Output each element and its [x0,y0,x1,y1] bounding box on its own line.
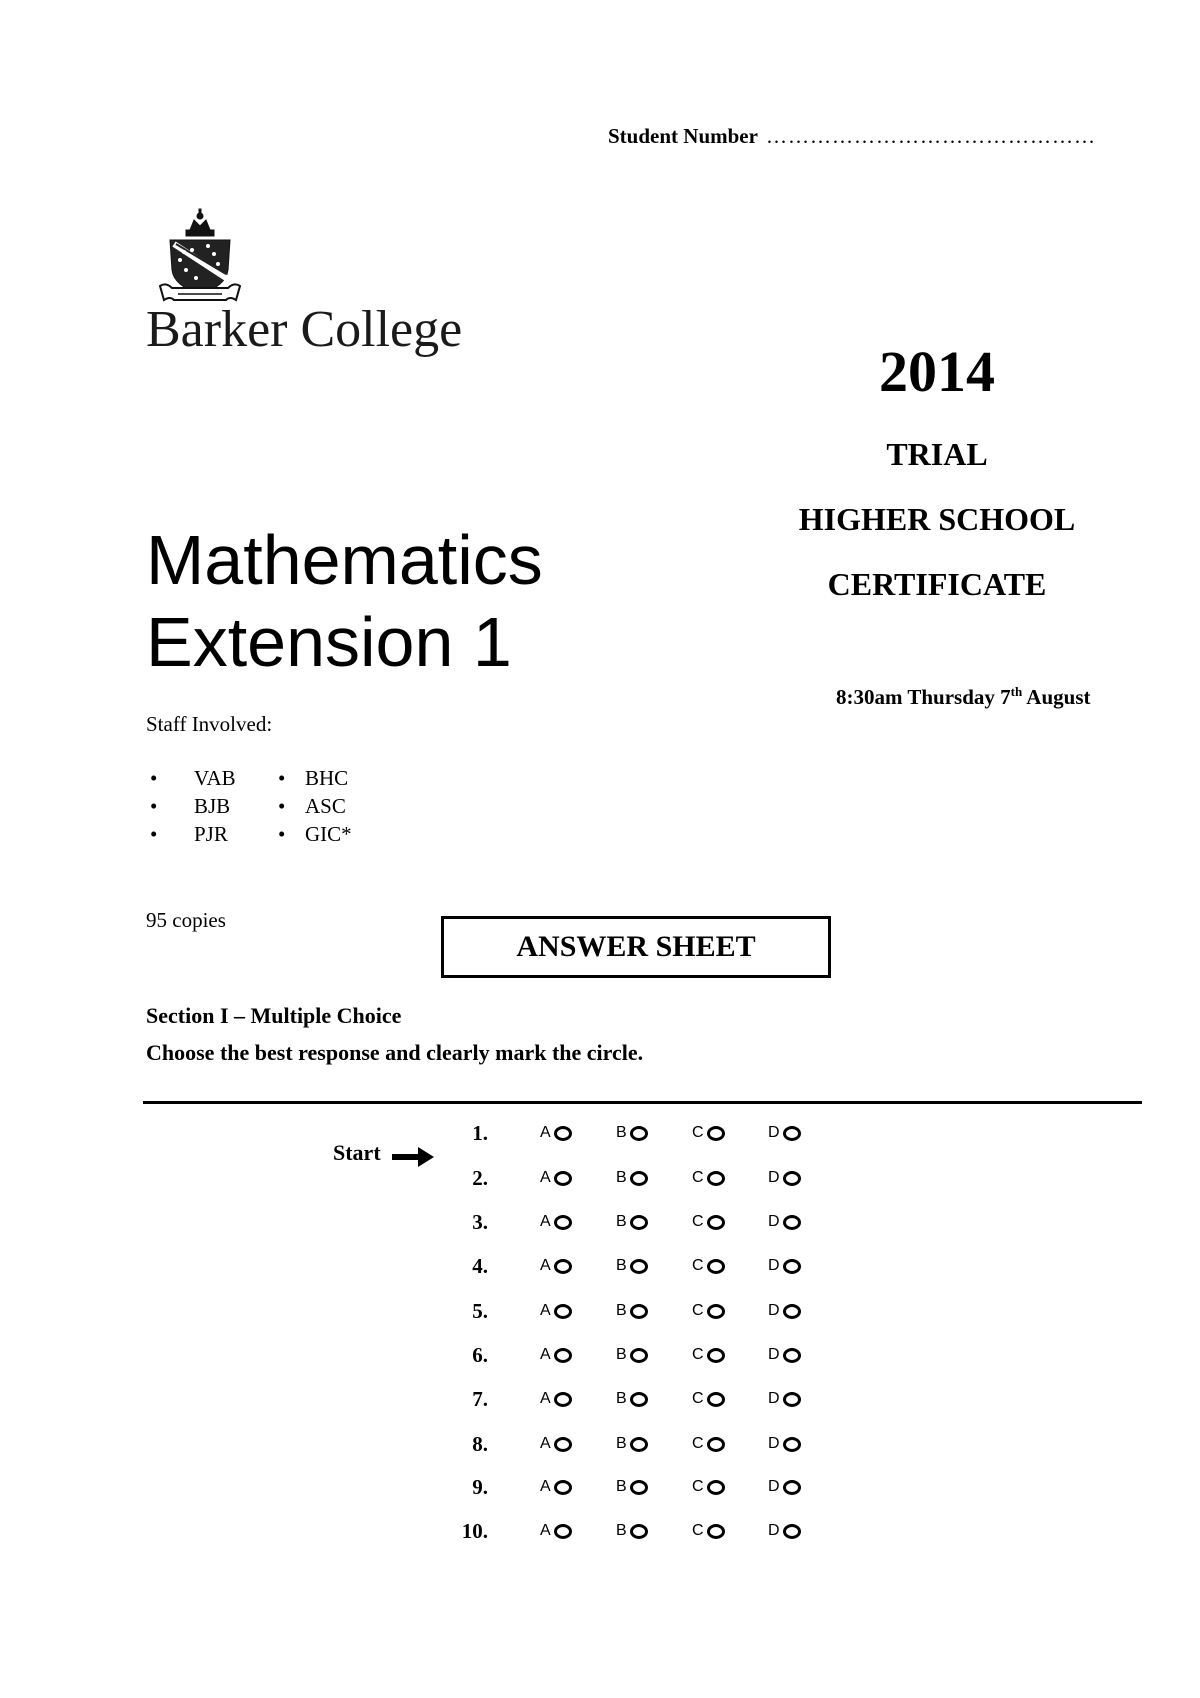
answer-bubble-icon[interactable] [554,1348,572,1363]
exam-time-suffix: th [1010,684,1023,699]
answer-option[interactable] [692,1346,768,1364]
question-number: 7. [472,1386,488,1411]
answer-option[interactable] [768,1390,844,1408]
answer-option[interactable] [616,1213,692,1231]
question-row [440,1251,844,1281]
option-letter: C [692,1478,704,1495]
answer-option[interactable] [616,1302,692,1320]
answer-bubble-icon[interactable] [783,1480,801,1495]
answer-option[interactable] [540,1435,616,1453]
answer-option[interactable] [540,1390,616,1408]
answer-option[interactable] [692,1522,768,1540]
college-name: Barker College [146,301,463,358]
option-letter: D [768,1478,780,1495]
answer-bubble-icon[interactable] [707,1259,725,1274]
answer-option[interactable] [768,1257,844,1275]
subject-title-line2: Extension 1 [146,603,512,681]
school-crest-icon [156,208,244,308]
option-letter: D [768,1522,780,1539]
question-number: 1. [472,1120,488,1145]
answer-option[interactable] [616,1169,692,1187]
answer-bubble-icon[interactable] [630,1304,648,1319]
staff-item [278,766,348,791]
copies-count: 95 copies [146,908,226,932]
staff-initials: BHC [305,766,349,790]
answer-option[interactable] [616,1257,692,1275]
question-number: 4. [472,1253,488,1278]
question-number: 5. [472,1298,488,1323]
answer-bubble-icon[interactable] [554,1480,572,1495]
exam-time-main: 8:30am Thursday 7 [836,685,1011,709]
staff-initials: VAB [194,766,236,790]
option-letter: C [692,1435,704,1452]
question-number: 10. [461,1518,488,1543]
question-row [440,1163,844,1193]
section-title: Section I – Multiple Choice [146,1003,402,1028]
question-row [440,1516,844,1546]
subject-title-line1: Mathematics [146,521,543,599]
question-row [440,1429,844,1459]
answer-option[interactable] [768,1346,844,1364]
option-letter: B [616,1124,627,1141]
answer-option[interactable] [540,1302,616,1320]
option-letter: C [692,1302,704,1319]
exam-year: 2014 [879,339,995,404]
answer-option[interactable] [540,1346,616,1364]
question-number: 2. [472,1165,488,1190]
option-letter: A [540,1522,551,1539]
answer-bubble-icon[interactable] [554,1392,572,1407]
answer-option[interactable] [616,1435,692,1453]
option-letter: C [692,1390,704,1407]
option-letter: D [768,1213,780,1230]
answer-bubble-icon[interactable] [554,1524,572,1539]
answer-option[interactable] [616,1346,692,1364]
answer-option[interactable] [768,1302,844,1320]
option-letter: C [692,1124,704,1141]
question-number: 3. [472,1209,488,1234]
answer-bubble-icon[interactable] [630,1259,648,1274]
staff-initials: ASC [305,794,346,818]
option-letter: D [768,1124,780,1141]
option-letter: A [540,1169,551,1186]
answer-bubble-icon[interactable] [707,1480,725,1495]
staff-initials: BJB [194,794,231,818]
answer-option[interactable] [768,1124,844,1142]
exam-type-trial: TRIAL [886,436,988,472]
answer-option[interactable] [540,1213,616,1231]
answer-bubble-icon[interactable] [783,1126,801,1141]
answer-bubble-icon[interactable] [630,1480,648,1495]
option-letter: D [768,1169,780,1186]
answer-option[interactable] [616,1522,692,1540]
student-number-blank[interactable]: ……………………………………… [765,124,1096,148]
staff-item [150,822,228,847]
answer-bubble-icon[interactable] [783,1215,801,1230]
option-letter: D [768,1435,780,1452]
answer-bubble-icon[interactable] [630,1215,648,1230]
bullet-icon: • [278,822,286,846]
answer-option[interactable] [768,1435,844,1453]
answer-bubble-icon[interactable] [783,1392,801,1407]
staff-item [278,794,346,819]
answer-bubble-icon[interactable] [707,1437,725,1452]
option-letter: B [616,1478,627,1495]
divider [143,1101,1142,1104]
option-letter: A [540,1478,551,1495]
answer-bubble-icon[interactable] [630,1392,648,1407]
exam-time-month: August [1022,685,1091,709]
answer-bubble-icon[interactable] [707,1215,725,1230]
answer-bubble-icon[interactable] [707,1392,725,1407]
answer-bubble-icon[interactable] [630,1524,648,1539]
answer-option[interactable] [540,1478,616,1496]
option-letter: A [540,1213,551,1230]
student-number-field[interactable] [608,124,1096,149]
option-letter: B [616,1302,627,1319]
answer-bubble-icon[interactable] [707,1304,725,1319]
bullet-icon: • [278,794,286,818]
bullet-icon: • [150,794,158,818]
answer-bubble-icon[interactable] [707,1524,725,1539]
answer-option[interactable] [540,1522,616,1540]
question-row [440,1296,844,1326]
exam-type-certificate: CERTIFICATE [827,566,1047,602]
option-letter: D [768,1390,780,1407]
answer-bubble-icon[interactable] [707,1348,725,1363]
option-letter: A [540,1435,551,1452]
student-number-label: Student Number [608,124,758,148]
answer-option[interactable] [768,1478,844,1496]
answer-option[interactable] [692,1390,768,1408]
answer-bubble-icon[interactable] [783,1437,801,1452]
option-letter: A [540,1302,551,1319]
answer-bubble-icon[interactable] [783,1259,801,1274]
staff-label: Staff Involved: [146,712,273,736]
answer-option[interactable] [692,1478,768,1496]
answer-option[interactable] [768,1522,844,1540]
answer-bubble-icon[interactable] [783,1348,801,1363]
answer-option[interactable] [692,1213,768,1231]
exam-datetime [836,684,1091,710]
section-instructions: Choose the best response and clearly mark the circle. [146,1040,644,1065]
question-row [440,1118,844,1148]
staff-item [278,822,352,847]
answer-option[interactable] [768,1213,844,1231]
answer-option[interactable] [540,1124,616,1142]
answer-option[interactable] [616,1124,692,1142]
answer-bubble-icon[interactable] [630,1437,648,1452]
answer-bubble-icon[interactable] [630,1126,648,1141]
option-letter: A [540,1124,551,1141]
answer-option[interactable] [692,1169,768,1187]
question-row [440,1340,844,1370]
answer-bubble-icon[interactable] [783,1171,801,1186]
option-letter: C [692,1213,704,1230]
option-letter: B [616,1522,627,1539]
answer-option[interactable] [616,1390,692,1408]
answer-bubble-icon[interactable] [554,1304,572,1319]
option-letter: A [540,1390,551,1407]
option-letter: D [768,1257,780,1274]
option-letter: B [616,1169,627,1186]
answer-bubble-icon[interactable] [783,1524,801,1539]
question-row [440,1472,844,1502]
option-letter: B [616,1390,627,1407]
answer-option[interactable] [692,1124,768,1142]
option-letter: C [692,1169,704,1186]
bullet-icon: • [150,766,158,790]
answer-bubble-icon[interactable] [707,1171,725,1186]
arrow-right-icon [392,1146,434,1168]
staff-initials: PJR [194,822,228,846]
answer-bubble-icon[interactable] [707,1126,725,1141]
answer-option[interactable] [692,1302,768,1320]
answer-bubble-icon[interactable] [630,1348,648,1363]
answer-bubble-icon[interactable] [554,1259,572,1274]
answer-option[interactable] [540,1169,616,1187]
question-number: 8. [472,1431,488,1456]
answer-bubble-icon[interactable] [554,1171,572,1186]
question-number: 9. [472,1474,488,1499]
answer-bubble-icon[interactable] [554,1437,572,1452]
staff-item [150,766,236,791]
option-letter: B [616,1435,627,1452]
option-letter: B [616,1346,627,1363]
answer-sheet-title: ANSWER SHEET [441,916,831,978]
answer-option[interactable] [540,1257,616,1275]
answer-option[interactable] [616,1478,692,1496]
option-letter: A [540,1346,551,1363]
exam-type-hsc: HIGHER SCHOOL [798,501,1076,537]
bullet-icon: • [278,766,286,790]
answer-bubble-icon[interactable] [554,1126,572,1141]
question-row [440,1384,844,1414]
answer-bubble-icon[interactable] [554,1215,572,1230]
option-letter: D [768,1346,780,1363]
staff-item [150,794,230,819]
answer-bubble-icon[interactable] [630,1171,648,1186]
start-label: Start [333,1140,381,1165]
answer-option[interactable] [692,1257,768,1275]
answer-option[interactable] [692,1435,768,1453]
option-letter: C [692,1522,704,1539]
staff-initials: GIC* [305,822,352,846]
bullet-icon: • [150,822,158,846]
answer-bubble-icon[interactable] [783,1304,801,1319]
option-letter: B [616,1257,627,1274]
answer-option[interactable] [768,1169,844,1187]
option-letter: B [616,1213,627,1230]
option-letter: A [540,1257,551,1274]
question-number: 6. [472,1342,488,1367]
option-letter: C [692,1346,704,1363]
option-letter: C [692,1257,704,1274]
option-letter: D [768,1302,780,1319]
question-row [440,1207,844,1237]
